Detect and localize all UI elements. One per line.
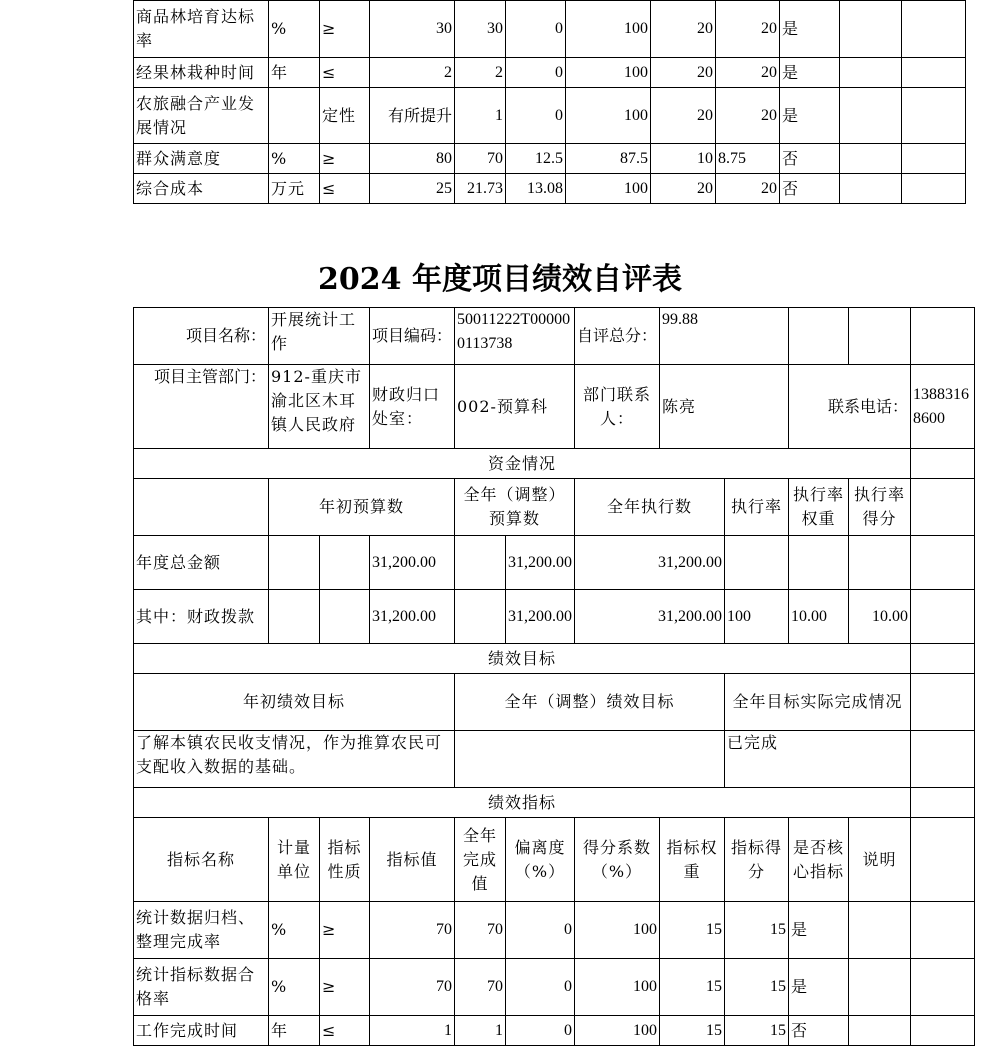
weight: 20	[651, 174, 716, 204]
indicator-name: 群众满意度	[134, 144, 269, 174]
core-flag: 否	[780, 144, 840, 174]
target-value: 70	[370, 959, 455, 1016]
weight: 20	[651, 1, 716, 58]
indicator-name: 统计指标数据合格率	[134, 959, 269, 1016]
actual-value: 30	[455, 1, 506, 58]
unit: 年	[269, 58, 320, 88]
empty-cell	[911, 479, 975, 536]
actual-value: 70	[455, 959, 506, 1016]
actual-value: 70	[455, 902, 506, 959]
note-header: 说明	[849, 818, 911, 902]
core-flag: 是	[780, 58, 840, 88]
score: 8.75	[716, 144, 780, 174]
exec-rate: 100	[725, 590, 789, 644]
self-score-label: 自评总分：	[575, 308, 660, 365]
funds-section-title: 资金情况	[134, 449, 911, 479]
target-value: 25	[370, 174, 455, 204]
rate-weight: 10.00	[789, 590, 849, 644]
deviation: 0	[506, 959, 575, 1016]
score-coefficient: 100	[575, 959, 660, 1016]
indicators-header-row	[134, 818, 975, 902]
weight: 15	[660, 959, 725, 1016]
operator: ≥	[320, 959, 370, 1016]
dept-label: 项目主管部门：	[134, 365, 269, 449]
note	[849, 959, 911, 1016]
executed-amount: 31,200.00	[575, 590, 725, 644]
score-coefficient: 100	[566, 88, 651, 144]
operator: ≥	[320, 1, 370, 58]
indicator-name: 经果林栽种时间	[134, 58, 269, 88]
empty-cell	[789, 308, 849, 365]
indicator-name: 农旅融合产业发展情况	[134, 88, 269, 144]
project-code: 50011222T000000113738	[455, 308, 575, 365]
actual-value: 21.73	[455, 174, 506, 204]
unit: 万元	[269, 174, 320, 204]
operator: ≤	[320, 1016, 370, 1046]
empty-cell	[911, 674, 975, 731]
finance-office: 002-预算科	[455, 365, 575, 449]
empty-cell	[455, 590, 506, 644]
score-coefficient: 100	[566, 58, 651, 88]
section-header	[134, 644, 975, 674]
core-flag: 是	[789, 959, 849, 1016]
core-flag: 是	[780, 88, 840, 144]
empty-cell	[911, 959, 975, 1016]
rate-weight	[789, 536, 849, 590]
empty-cell	[455, 536, 506, 590]
operator: ≥	[320, 144, 370, 174]
coefficient-header: 得分系数（%）	[575, 818, 660, 902]
contact-person: 陈亮	[660, 365, 789, 449]
deviation: 0	[506, 1016, 575, 1046]
deviation: 13.08	[506, 174, 566, 204]
target-value: 70	[370, 902, 455, 959]
funds-row-label: 其中：财政拨款	[134, 590, 269, 644]
exec-rate-header: 执行率	[725, 479, 789, 536]
table-row	[134, 959, 975, 1016]
target-value: 有所提升	[370, 88, 455, 144]
empty-cell	[911, 731, 975, 788]
target-value: 80	[370, 144, 455, 174]
empty-cell	[902, 174, 966, 204]
dept: 912-重庆市渝北区木耳镇人民政府	[269, 365, 370, 449]
value-header: 指标值	[370, 818, 455, 902]
project-name: 开展统计工作	[269, 308, 370, 365]
funds-row	[134, 590, 975, 644]
empty-cell	[911, 449, 975, 479]
table-row	[134, 174, 966, 204]
empty-cell	[911, 788, 975, 818]
project-info-row	[134, 365, 975, 449]
rate-weight-header: 执行率权重	[789, 479, 849, 536]
empty-cell	[320, 590, 370, 644]
unit: 年	[269, 1016, 320, 1046]
note	[840, 88, 902, 144]
note	[849, 1016, 911, 1046]
indicator-name: 统计数据归档、整理完成率	[134, 902, 269, 959]
note	[840, 1, 902, 58]
weight: 10	[651, 144, 716, 174]
weight: 15	[660, 1016, 725, 1046]
deviation-header: 偏离度（%）	[506, 818, 575, 902]
table-row	[134, 144, 966, 174]
core-header: 是否核心指标	[789, 818, 849, 902]
initial-budget: 31,200.00	[370, 590, 455, 644]
table-row	[134, 58, 966, 88]
score: 20	[716, 88, 780, 144]
deviation: 0	[506, 58, 566, 88]
empty-cell	[902, 144, 966, 174]
core-flag: 否	[789, 1016, 849, 1046]
actual-value: 2	[455, 58, 506, 88]
empty-cell	[911, 1016, 975, 1046]
empty-cell	[849, 308, 911, 365]
project-code-label: 项目编码：	[370, 308, 455, 365]
empty-cell	[911, 644, 975, 674]
funds-row	[134, 536, 975, 590]
target-value: 2	[370, 58, 455, 88]
deviation: 0	[506, 902, 575, 959]
empty-cell	[269, 590, 320, 644]
weight: 20	[651, 88, 716, 144]
rate-score	[849, 536, 911, 590]
empty-cell	[902, 1, 966, 58]
score: 20	[716, 174, 780, 204]
finance-label: 财政归口处室：	[370, 365, 455, 449]
actual-value: 70	[455, 144, 506, 174]
funds-row-label: 年度总金额	[134, 536, 269, 590]
phone-label: 联系电话：	[789, 365, 911, 449]
unit: %	[269, 959, 320, 1016]
deviation: 0	[506, 88, 566, 144]
weight-header: 指标权重	[660, 818, 725, 902]
initial-goal-text: 了解本镇农民收支情况，作为推算农民可支配收入数据的基础。	[134, 731, 455, 788]
note	[840, 174, 902, 204]
top-indicator-table	[133, 0, 966, 204]
adjusted-budget: 31,200.00	[506, 536, 575, 590]
score: 15	[725, 1016, 789, 1046]
section-header	[134, 449, 975, 479]
rate-score-header: 执行率得分	[849, 479, 911, 536]
empty-cell	[902, 58, 966, 88]
initial-budget: 31,200.00	[370, 536, 455, 590]
self-score: 99.88	[660, 308, 789, 365]
actual-value: 1	[455, 88, 506, 144]
table-row	[134, 1016, 975, 1046]
table-row	[134, 88, 966, 144]
weight: 15	[660, 902, 725, 959]
target-value: 30	[370, 1, 455, 58]
weight: 20	[651, 58, 716, 88]
score: 20	[716, 1, 780, 58]
unit	[269, 88, 320, 144]
deviation: 12.5	[506, 144, 566, 174]
score-coefficient: 87.5	[566, 144, 651, 174]
operator: ≥	[320, 902, 370, 959]
adjusted-budget: 31,200.00	[506, 590, 575, 644]
executed-amount: 31,200.00	[575, 536, 725, 590]
project-name-label: 项目名称：	[134, 308, 269, 365]
deviation: 0	[506, 1, 566, 58]
executed-header: 全年执行数	[575, 479, 725, 536]
section-header	[134, 788, 975, 818]
note	[840, 58, 902, 88]
empty-cell	[911, 590, 975, 644]
actual-header: 全年完成值	[455, 818, 506, 902]
score-coefficient: 100	[566, 174, 651, 204]
exec-rate	[725, 536, 789, 590]
actual-completion-text: 已完成	[725, 731, 911, 788]
actual-completion-header: 全年目标实际完成情况	[725, 674, 911, 731]
empty-cell	[902, 88, 966, 144]
unit: %	[269, 144, 320, 174]
goals-section-title: 绩效目标	[134, 644, 911, 674]
funds-header-row	[134, 479, 975, 536]
nature-header: 指标性质	[320, 818, 370, 902]
note	[849, 902, 911, 959]
core-flag: 否	[780, 174, 840, 204]
note	[840, 144, 902, 174]
goals-header-row	[134, 674, 975, 731]
unit-header: 计量单位	[269, 818, 320, 902]
indicator-name: 工作完成时间	[134, 1016, 269, 1046]
unit: %	[269, 1, 320, 58]
phone-number: 13883168600	[911, 365, 975, 449]
indicator-name: 综合成本	[134, 174, 269, 204]
unit: %	[269, 902, 320, 959]
operator: ≤	[320, 174, 370, 204]
score: 15	[725, 959, 789, 1016]
score-coefficient: 100	[566, 1, 651, 58]
initial-goal-header: 年初绩效目标	[134, 674, 455, 731]
contact-label: 部门联系人：	[575, 365, 660, 449]
indicator-name-header: 指标名称	[134, 818, 269, 902]
project-info-row	[134, 308, 975, 365]
table-row	[134, 902, 975, 959]
table-row	[134, 1, 966, 58]
adjusted-goal-text	[455, 731, 725, 788]
operator: ≤	[320, 58, 370, 88]
core-flag: 是	[780, 1, 840, 58]
score-header: 指标得分	[725, 818, 789, 902]
empty-cell	[911, 536, 975, 590]
score: 15	[725, 902, 789, 959]
empty-cell	[269, 536, 320, 590]
score-coefficient: 100	[575, 902, 660, 959]
initial-budget-header: 年初预算数	[269, 479, 455, 536]
goals-row	[134, 731, 975, 788]
rate-score: 10.00	[849, 590, 911, 644]
actual-value: 1	[455, 1016, 506, 1046]
adjusted-goal-header: 全年（调整）绩效目标	[455, 674, 725, 731]
core-flag: 是	[789, 902, 849, 959]
operator: 定性	[320, 88, 370, 144]
target-value: 1	[370, 1016, 455, 1046]
indicators-section-title: 绩效指标	[134, 788, 911, 818]
page-title: 2024 年度项目绩效自评表	[318, 262, 682, 297]
adjusted-budget-header: 全年（调整）预算数	[455, 479, 575, 536]
indicator-name: 商品林培育达标率	[134, 1, 269, 58]
evaluation-table	[133, 307, 975, 1046]
empty-cell	[134, 479, 269, 536]
empty-cell	[911, 902, 975, 959]
empty-cell	[911, 308, 975, 365]
score-coefficient: 100	[575, 1016, 660, 1046]
empty-cell	[320, 536, 370, 590]
score: 20	[716, 58, 780, 88]
empty-cell	[911, 818, 975, 902]
